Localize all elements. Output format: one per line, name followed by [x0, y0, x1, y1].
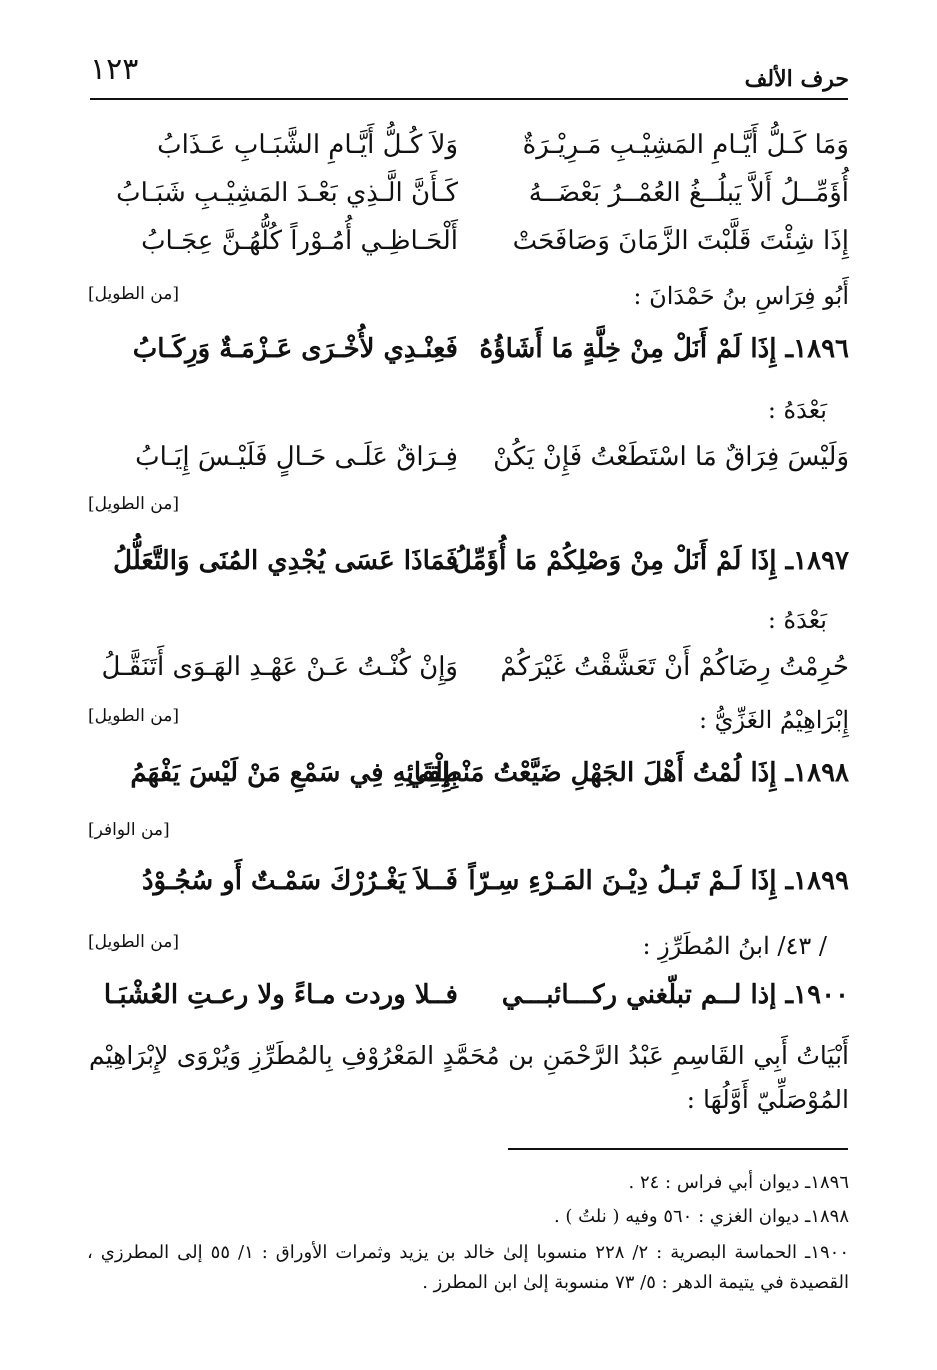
meter-label: [من الطويل]: [88, 932, 179, 952]
meter-label: [من الوافر]: [88, 820, 170, 840]
meter-label: [من الطويل]: [88, 284, 179, 304]
verse-hemistich-left: فِـرَاقٌ عَلَـى حَـالٍ فَلَيْـسَ إِيَـابُ: [135, 442, 458, 472]
verse-hemistich-left: وَلاَ كُـلُّ أَيَّـامِ الشَّبَـابِ عَـذَابُ: [157, 130, 458, 160]
verse-1896-right: ١٨٩٦ـ إِذَا لَمْ أَنَلْ مِنْ خِلَّةٍ مَا أَشَاؤُهُ: [479, 334, 849, 364]
verse-1898-left: بِإِلْقَائِهِ فِي سَمْعِ مَنْ لَيْسَ يَفْهَمُ: [130, 758, 458, 788]
verse-hemistich-right: إِذَا شِئْتَ قَلَّبْتَ الزَّمَانَ وَصَافَحَتْ: [512, 226, 849, 256]
verse-hemistich-right: حُرِمْتُ رِضَاكُمْ أَنْ تَعَشَّقْتُ غَيْرَكُمْ: [500, 652, 849, 682]
after-label: بَعْدَهُ :: [767, 606, 827, 634]
verse-1900-right: ١٩٠٠ـ إذا لــم تبلّغني ركـــائبـــي: [501, 980, 849, 1010]
prose-paragraph: أَبْيَاتُ أَبِي القَاسِمِ عَبْدُ الرَّحْمَنِ بن مُحَمَّدٍ المَعْرُوْفِ بِالمُطَرِّزِ وَيُرْوَى لإِبْرَاهِيْم المُوْصَلِّيّ أَوَّلُهَا :: [89, 1041, 849, 1114]
verse-hemistich-left: كَـأَنَّ الَّـذِي بَعْـدَ المَشِيْـبِ شَبَـابُ: [116, 178, 458, 208]
verse-1900-left: فــلا وردت مـاءً ولا رعـتِ العُشْبَـا: [103, 980, 458, 1010]
footnote: ١٩٠٠ـ الحماسة البصرية : ٢/ ٢٢٨ منسوبا إلىٰ خالد بن يزيد وثمرات الأوراق : ١/ ٥٥ إلى المطرزي ، القصيدة في يتيمة الدهر : ٥/ ٧٣ منسوبة إلىٰ ابن المطرز .: [87, 1242, 849, 1293]
page-number: ١٢٣: [90, 52, 139, 87]
poet-attribution: / ٤٣/ ابنُ المُطَرِّزِ :: [642, 932, 827, 960]
footnote: ١٨٩٦ـ ديوان أبي فراس : ٢٤ .: [628, 1172, 849, 1193]
footnote-rule: [508, 1148, 848, 1150]
header-rule: [90, 98, 848, 100]
poet-attribution: إِبْرَاهِيْمُ الغَزِّيُّ :: [698, 706, 849, 734]
verse-1899-right: ١٨٩٩ـ إِذَا لَـمْ تَبـلُ دِيْـنَ المَـرْءِ سِـرّاً: [468, 866, 849, 896]
verse-hemistich-right: وَلَيْسَ فِرَاقٌ مَا اسْتَطَعْتُ فَإِنْ يَكُنْ: [493, 442, 849, 472]
poet-attribution: أَبُو فِرَاسِ بنُ حَمْدَانَ :: [633, 282, 849, 310]
verse-1898-right: ١٨٩٨ـ إِذَا لُمْتُ أَهْلَ الجَهْلِ ضَيَّعْتُ مَنْطِقِي: [406, 758, 849, 788]
verse-hemistich-right: وَمَا كَـلُّ أَيَّـامِ المَشِيْـبِ مَـرِيْـرَةٌ: [522, 130, 849, 160]
footnote: ١٨٩٨ـ ديوان الغزي : ٥٦٠ وفيه ( نلتُ ) .: [553, 1206, 849, 1227]
meter-label: [من الطويل]: [88, 494, 179, 514]
verse-hemistich-right: أُؤَمِّــلُ أَلاَّ يَبلُــغُ العُمْــرُ بَعْضَــهُ: [528, 178, 849, 208]
verse-1896-left: فَعِنْـدِي لأُخْـرَى عَـزْمَـةٌ وَرِكَـابُ: [132, 334, 458, 364]
verse-hemistich-left: أَلْحَـاظِـي أُمُـوْراً كُلُّهُـنَّ عِجَـابُ: [141, 226, 458, 256]
verse-1897-right: ١٨٩٧ـ إِذَا لَمْ أَنَلْ مِنْ وَصْلِكُمْ مَا أُؤَمِّلُ: [452, 546, 849, 576]
after-label: بَعْدَهُ :: [767, 396, 827, 424]
running-title: حرف الألف: [744, 66, 849, 92]
verse-1899-left: فَــلاَ يَغْـرُرْكَ سَمْـتٌ أَو سُجُـوْدُ: [141, 866, 458, 896]
meter-label: [من الطويل]: [88, 706, 179, 726]
verse-hemistich-left: وَإِنْ كُنْـتُ عَـنْ عَهْـدِ الهَـوَى أَتَنَقَّـلُ: [101, 652, 458, 682]
verse-1897-left: فَمَاذَا عَسَى يُجْدِي المُنَى وَالتَّعَلُّلُ: [113, 546, 458, 576]
